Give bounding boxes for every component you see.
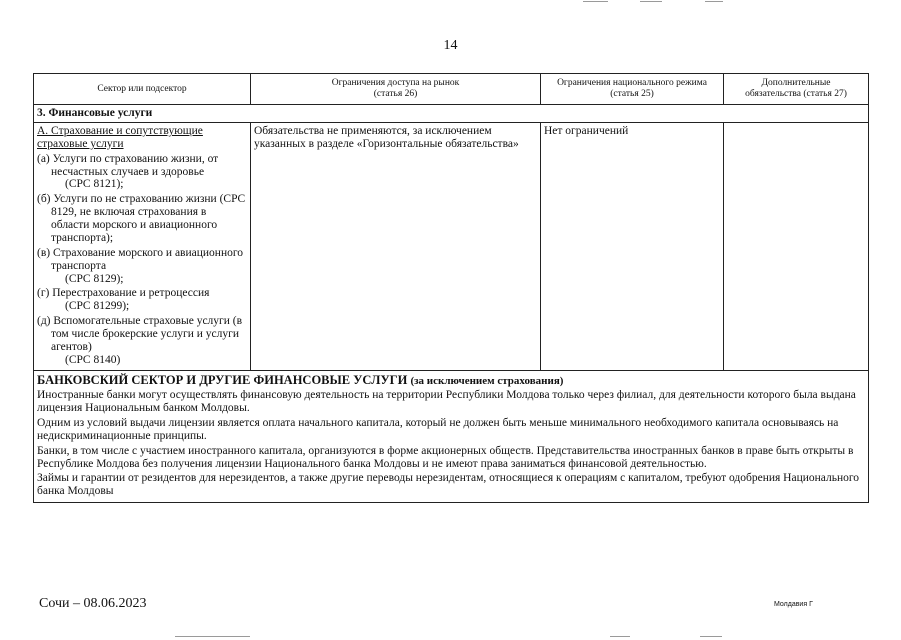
scan-artifact bbox=[640, 1, 662, 2]
list-item: (б) Услуги по не страхованию жизни (CPC 8129, не включая страхования в области морского и авиационного транспорта); bbox=[37, 193, 246, 244]
banking-paragraph: Иностранные банки могут осуществлять финансовую деятельность на территории Республики Молдова только через филиал, для деятельности которого была выдана лицензия Национальным банком Молдовы. bbox=[37, 389, 856, 415]
banking-paragraph: Одним из условий выдачи лицензии является оплата начального капитала, который не должен быть меньше минимального необходимого капитала основываясь на недискриминационные принципы. bbox=[37, 416, 839, 442]
scan-artifact bbox=[583, 1, 608, 2]
footer-place-date: Сочи – 08.06.2023 bbox=[39, 596, 147, 611]
banking-row bbox=[34, 370, 869, 502]
list-item: (г) Перестрахование и ретроцессия (CPC 81299); bbox=[37, 287, 210, 313]
insurance-sector-title: А. Страхование и сопутствующие страховые услуги bbox=[37, 124, 203, 150]
list-item: (в) Страхование морского и авиационного транспорта (CPC 8129); bbox=[37, 246, 244, 285]
banking-paragraph: Займы и гарантии от резидентов для нерезидентов, а также другие переводы нерезидентам, относящиеся к операциям с капиталом, требуют одобрения Национального банка Молдовы bbox=[37, 472, 860, 498]
insurance-items-list bbox=[37, 153, 247, 367]
section-row bbox=[34, 105, 869, 123]
insurance-sector-cell bbox=[34, 122, 251, 370]
list-item: (а) Услуги по страхованию жизни, от несчастных случаев и здоровье (CPC 8121); bbox=[37, 152, 219, 191]
scan-artifact bbox=[700, 636, 722, 637]
header-national-treatment: Ограничения национального режима (статья 25) bbox=[541, 74, 724, 105]
header-market-access: Ограничения доступа на рынок (статья 26) bbox=[251, 74, 541, 105]
section-title: 3. Финансовые услуги bbox=[34, 105, 869, 123]
header-row bbox=[34, 74, 869, 105]
insurance-additional-cell bbox=[724, 122, 869, 370]
insurance-row bbox=[34, 122, 869, 370]
scan-artifact bbox=[610, 636, 630, 637]
commitments-table bbox=[33, 73, 869, 503]
insurance-market-access-cell: Обязательства не применяются, за исключением указанных в разделе «Горизонтальные обязательства» bbox=[251, 122, 541, 370]
header-sector: Сектор или подсектор bbox=[34, 74, 251, 105]
banking-paragraph: Банки, в том числе с участием иностранного капитала, организуются в форме акционерных обществ. Представительства иностранных банков в праве быть открыты в Республике Молдова без получения лицензии Национального банка Молдовы и не имеют права заниматься финансовой деятельностью. bbox=[37, 444, 854, 470]
banking-title: БАНКОВСКИЙ СЕКТОР И ДРУГИЕ ФИНАНСОВЫЕ УСЛУГИ (за исключением страхования) bbox=[37, 372, 564, 387]
footer-stamp: Молдавия Г bbox=[774, 601, 813, 608]
banking-cell bbox=[34, 370, 869, 502]
scan-artifact bbox=[175, 636, 250, 637]
page-number: 14 bbox=[443, 38, 458, 53]
insurance-national-treatment-cell: Нет ограничений bbox=[541, 122, 724, 370]
list-item: (д) Вспомогательные страховые услуги (в том числе брокерские услуги и услуги агентов) (CPC 8140) bbox=[37, 315, 243, 366]
header-additional-commitments: Дополнительные обязательства (статья 27) bbox=[724, 74, 869, 105]
scan-artifact bbox=[705, 1, 723, 2]
